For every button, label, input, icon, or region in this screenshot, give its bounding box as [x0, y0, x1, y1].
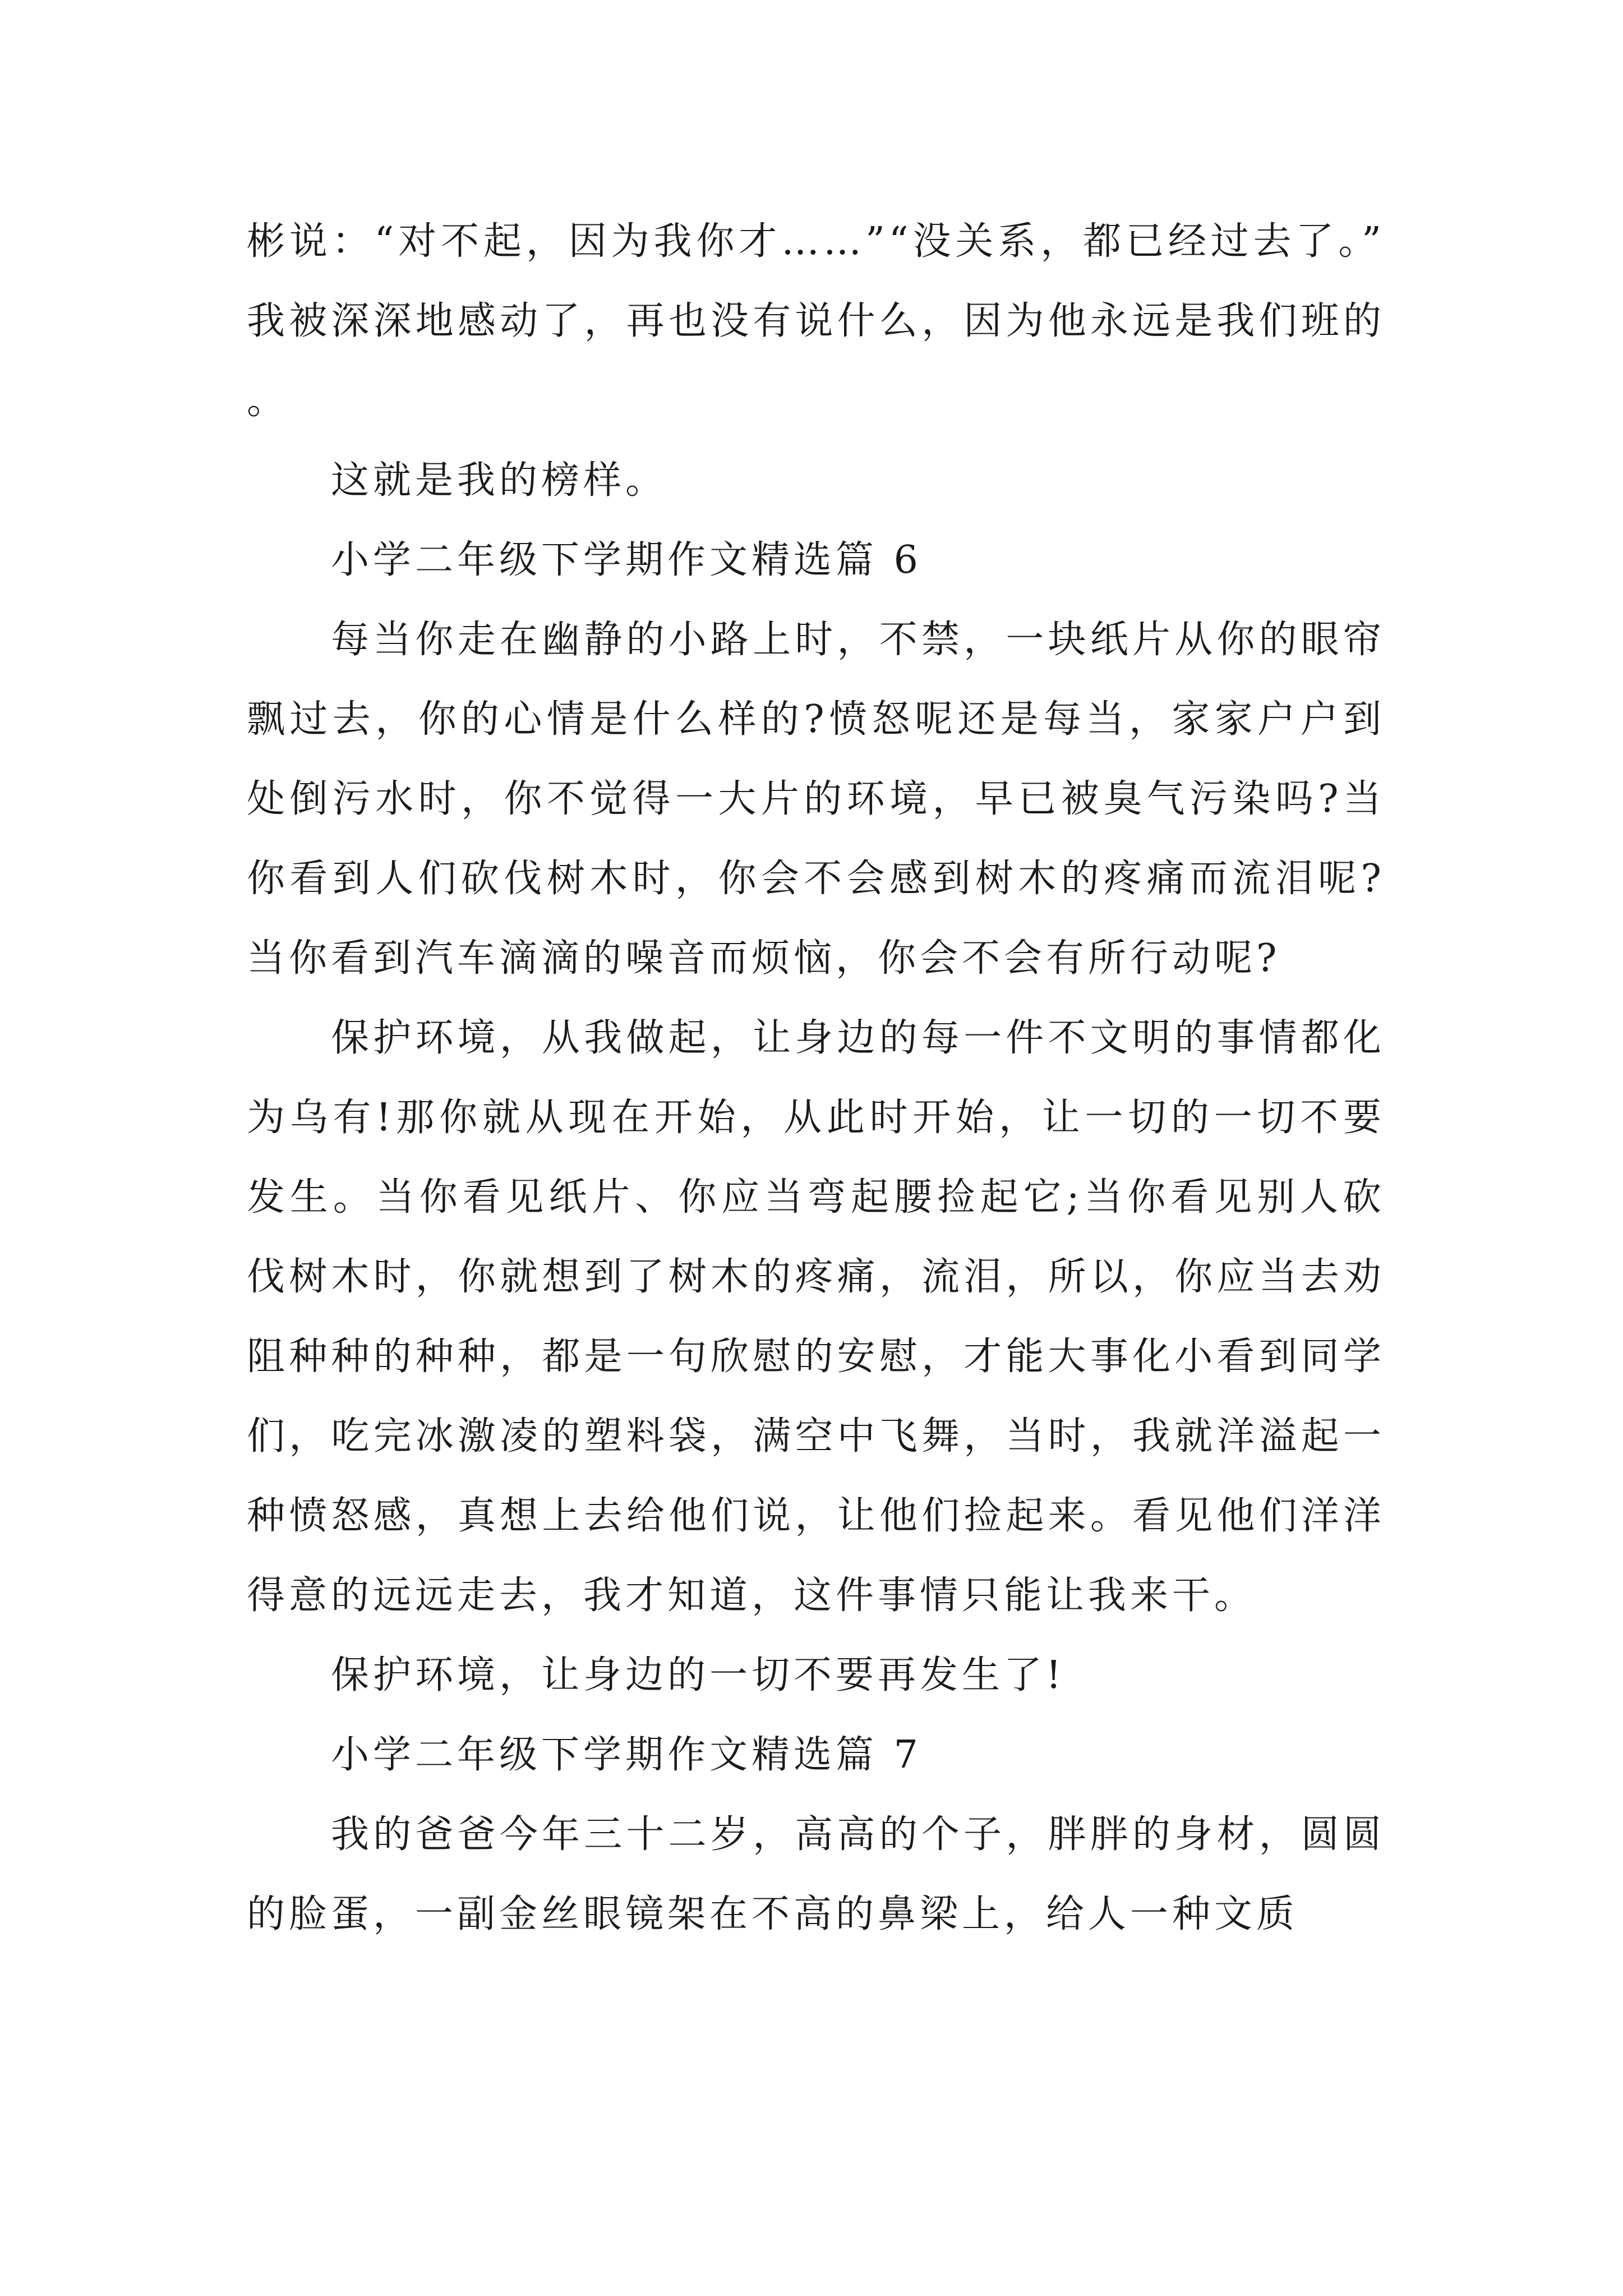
section-heading: 小学二年级下学期作文精选篇 7 — [331, 1733, 922, 1777]
paragraph: 这就是我的榜样。 — [331, 458, 668, 503]
section-heading: 小学二年级下学期作文精选篇 6 — [331, 538, 922, 582]
paragraph: 每当你走在幽静的小路上时，不禁，一块纸片从你的眼帘飘过去，你的心情是什么样的?愤怒呢还是每当，家家户户到处倒污水时，你不觉得一大片的环境，早已被臭气污染吗?当你看到人们砍伐树木时，你会不会感到树木的疼痛而流泪呢?当你看到汽车滴滴的噪音而烦恼，你会不会有所行动呢? — [247, 618, 1385, 981]
paragraph: 彬说：“对不起，因为我你才……”“没关系，都已经过去了。”我被深深地感动了，再也没有说什么，因为他永远是我们班的。 — [247, 219, 1385, 423]
paragraph: 保护环境，让身边的一切不要再发生了! — [331, 1653, 1066, 1697]
paragraph: 保护环境，从我做起，让身边的每一件不文明的事情都化为乌有!那你就从现在开始，从此时开始，让一切的一切不要发生。当你看见纸片、你应当弯起腰捡起它;当你看见别人砍伐树木时，你就想到了树木的疼痛，流泪，所以，你应当去劝阻种种的种种，都是一句欣慰的安慰，才能大事化小看到同学们，吃完冰激凌的塑料袋，满空中飞舞，当时，我就洋溢起一种愤怒感，真想上去给他们说，让他们捡起来。看见他们洋洋得意的远远走去，我才知道，这件事情只能让我来干。 — [247, 1016, 1385, 1618]
document-body — [247, 202, 1385, 1954]
paragraph: 我的爸爸今年三十二岁，高高的个子，胖胖的身材，圆圆的脸蛋，一副金丝眼镜架在不高的鼻梁上，给人一种文质 — [247, 1812, 1385, 1936]
